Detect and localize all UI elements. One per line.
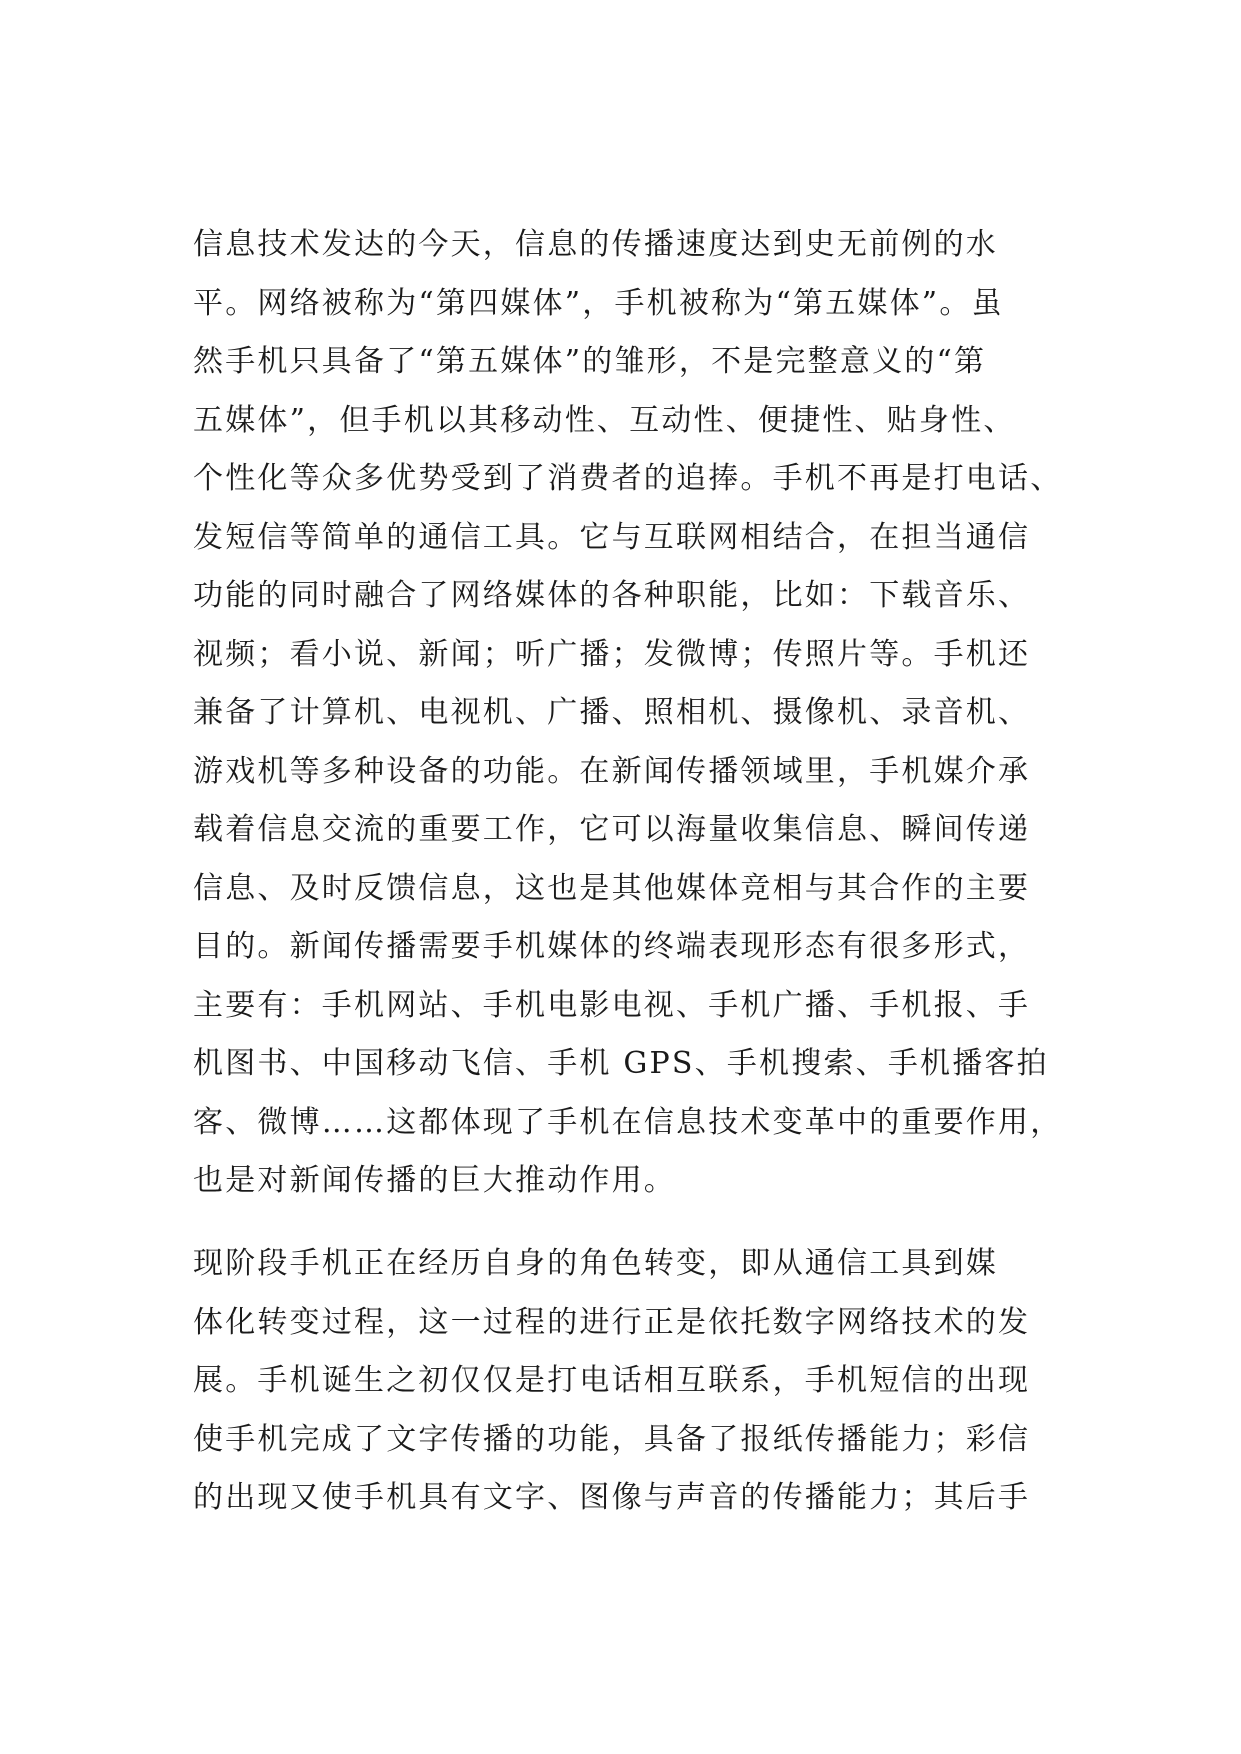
paragraph-line: 机图书、中国移动飞信、手机 GPS、手机搜索、手机播客拍: [193, 1046, 1049, 1081]
paragraph-line: 兼备了计算机、电视机、广播、照相机、摄像机、录音机、: [193, 695, 1031, 730]
paragraph-line: 主要有：手机网站、手机电影电视、手机广播、手机报、手: [193, 987, 1031, 1023]
paragraph-line: 功能的同时融合了网络媒体的各种职能，比如：下载音乐、: [193, 578, 1031, 613]
paragraph-line: 视频；看小说、新闻；听广播；发微博；传照片等。手机还: [193, 636, 1031, 672]
paragraph-line: 五媒体”，但手机以其移动性、互动性、便捷性、贴身性、: [193, 402, 1016, 438]
paragraph-line: 然手机只具备了“第五媒体”的雏形，不是完整意义的“第: [193, 344, 987, 379]
paragraph-line: 平。网络被称为“第四媒体”，手机被称为“第五媒体”。虽: [193, 285, 1004, 321]
paragraph-line: 的出现又使手机具有文字、图像与声音的传播能力；其后手: [193, 1480, 1031, 1515]
paragraph-line: 客、微博……这都体现了手机在信息技术变革中的重要作用，: [193, 1104, 1063, 1140]
paragraph-line: 发短信等简单的通信工具。它与互联网相结合，在担当通信: [193, 519, 1031, 555]
paragraph-1: [193, 216, 1063, 1211]
paragraph-2: [193, 1235, 1053, 1528]
paragraph-line: 信息、及时反馈信息，这也是其他媒体竞相与其合作的主要: [193, 870, 1031, 906]
paragraph-line: 载着信息交流的重要工作，它可以海量收集信息、瞬间传递: [193, 812, 1031, 847]
paragraph-line: 也是对新闻传播的巨大推动作用。: [193, 1163, 676, 1198]
paragraph-line: 目的。新闻传播需要手机媒体的终端表现形态有很多形式，: [193, 929, 1031, 964]
paragraph-line: 使手机完成了文字传播的功能，具备了报纸传播能力；彩信: [193, 1421, 1031, 1457]
paragraph-line: 游戏机等多种设备的功能。在新闻传播领域里，手机媒介承: [193, 753, 1031, 789]
paragraph-line: 展。手机诞生之初仅仅是打电话相互联系，手机短信的出现: [193, 1363, 1031, 1398]
paragraph-line: 体化转变过程，这一过程的进行正是依托数字网络技术的发: [193, 1304, 1031, 1340]
paragraph-line: 现阶段手机正在经历自身的角色转变，即从通信工具到媒: [193, 1246, 998, 1281]
paragraph-line: 信息技术发达的今天，信息的传播速度达到史无前例的水: [193, 227, 998, 262]
paragraph-line: 个性化等众多优势受到了消费者的追捧。手机不再是打电话、: [193, 461, 1063, 496]
